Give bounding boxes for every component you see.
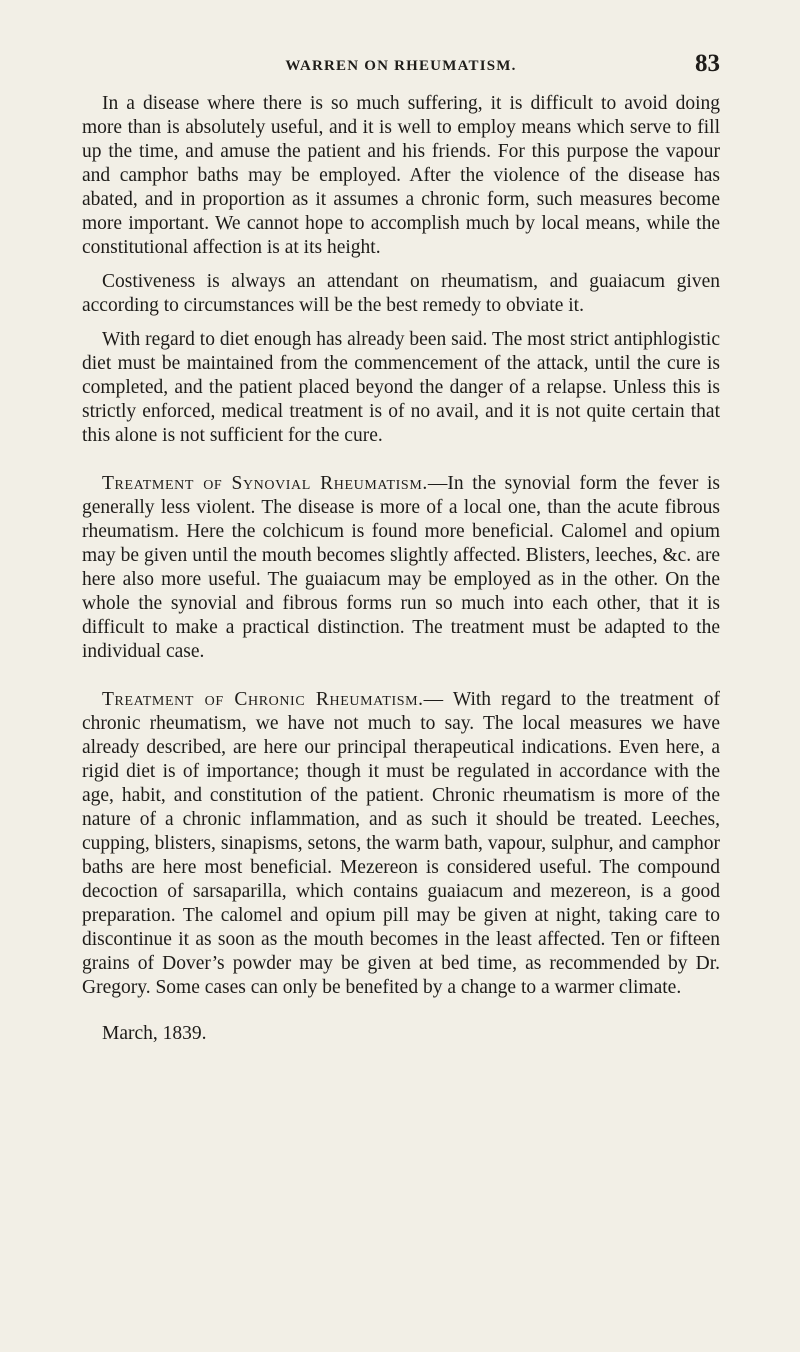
section-text-synovial: —In the synovial form the fever is generally less violent. The disease is more of a local one, than the acute fibrous rheumatism. Here the colchicum is found more beneficial. Calomel and opium may be given until the mouth becomes slightly affected. Blisters, leeches, &c. are here also more useful. The guaiacum may be employed as in the other. On the whole the synovial and fibrous forms run so much into each other, that it is difficult to make a practical distinction. The treatment must be adapted to the individual case.	[82, 473, 720, 662]
section-heading-chronic: Treatment of Chronic Rheumatism.	[102, 689, 424, 710]
section-text-chronic: — With regard to the treatment of chronic rheumatism, we have not much to say. The local measures we have already described, are here our principal therapeutical indications. Even here, a rigid diet is of importance; though it must be regulated in accordance with the age, habit, and constitution of the patient. Chronic rheumatism is more of the nature of a chronic inflammation, and as such it should be treated. Leeches, cupping, blisters, sinapisms, setons, the warm bath, vapour, sulphur, and camphor baths are here most beneficial. Mezereon is considered useful. The compound decoction of sarsaparilla, which contains guaiacum and mezereon, is a good preparation. The calomel and opium pill may be given at night, taking care to discontinue it as soon as the mouth becomes in the least affected. Ten or fifteen grains of Dover’s powder may be given at bed time, as recommended by Dr. Gregory. Some cases can only be benefited by a change to a warmer climate.	[82, 689, 720, 998]
paragraph-suffering: In a disease where there is so much suffering, it is difficult to avoid doing more than is absolutely useful, and it is well to employ means which serve to fill up the time, and amuse the patient and his friends. For this purpose the vapour and camphor baths may be employed. After the violence of the disease has abated, and in proportion as it assumes a chronic form, such measures become more important. We cannot hope to accomplish much by local means, while the constitutional affection is at its height.	[82, 93, 720, 258]
running-title: WARREN ON RHEUMATISM.	[285, 58, 517, 74]
paragraph-diet: With regard to diet enough has already been said. The most strict antiphlogistic diet must be maintained from the commencement of the attack, until the cure is completed, and the patient placed beyond the danger of a relapse. Unless this is strictly enforced, medical treatment is of no avail, and it is not quite certain that this alone is not sufficient for the cure.	[82, 329, 720, 446]
running-head	[82, 50, 720, 86]
section-heading-synovial: Treatment of Synovial Rheumatism.	[102, 473, 428, 494]
section-synovial-rheumatism	[82, 472, 720, 664]
page-number: 83	[695, 50, 720, 77]
paragraph-costiveness: Costiveness is always an attendant on rheumatism, and guaiacum given according to circumstances will be the best remedy to obviate it.	[82, 271, 720, 316]
dateline: March, 1839.	[102, 1023, 207, 1044]
section-chronic-rheumatism	[82, 688, 720, 1000]
